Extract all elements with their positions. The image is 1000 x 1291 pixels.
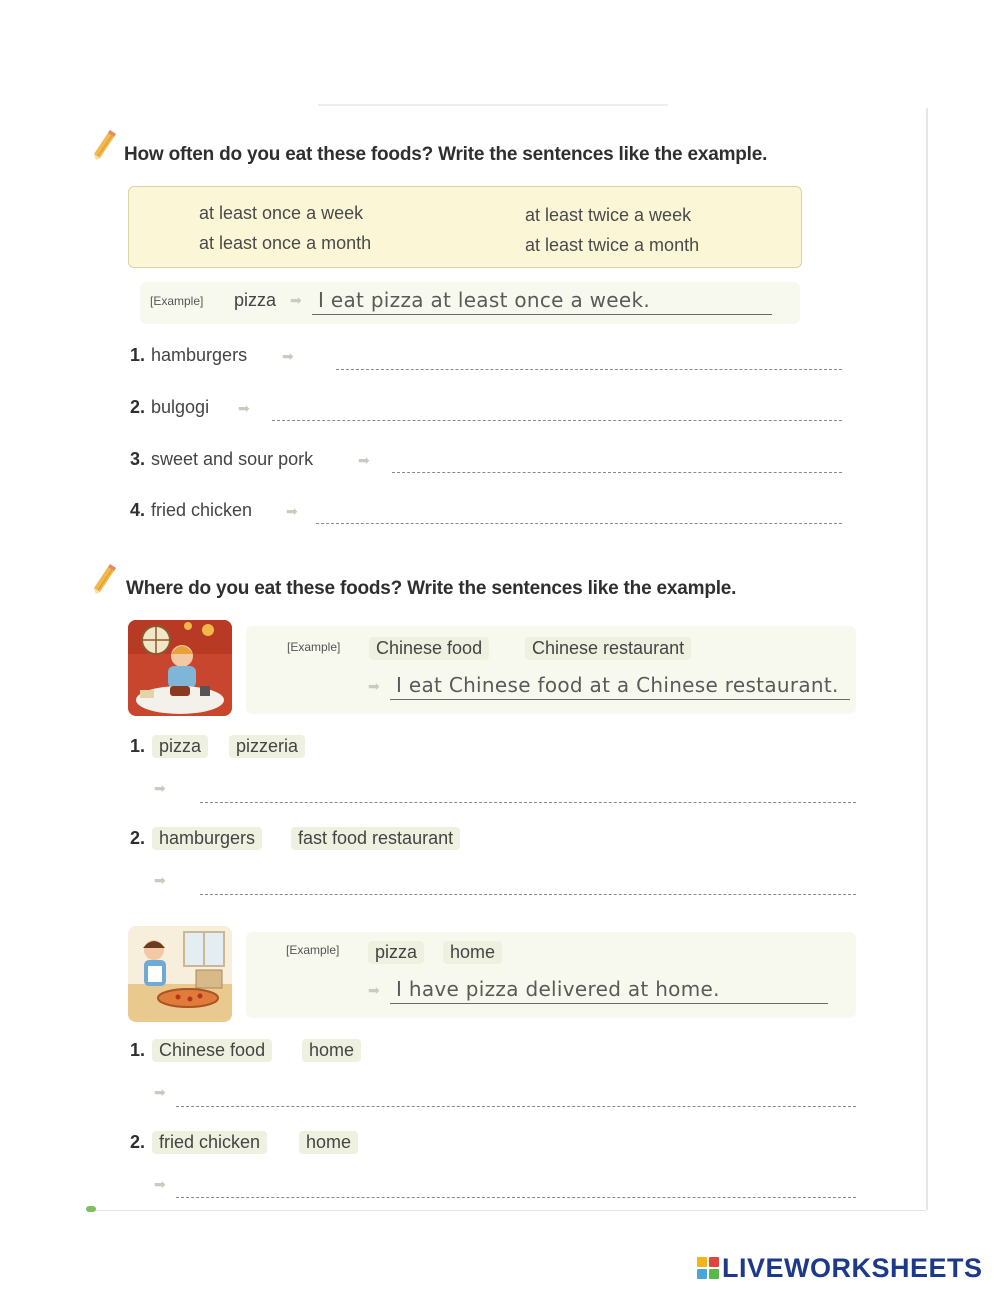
chip: fast food restaurant xyxy=(291,827,460,850)
example-answer: I have pizza delivered at home. xyxy=(396,977,720,1001)
chip: Chinese restaurant xyxy=(525,637,691,660)
arrow-icon: ➡ xyxy=(368,982,380,998)
green-dot xyxy=(86,1206,96,1212)
arrow-icon: ➡ xyxy=(286,503,298,519)
pencil-icon xyxy=(92,128,118,162)
phrase-2: at least twice a week xyxy=(525,205,692,225)
answer-line-1[interactable] xyxy=(336,369,842,370)
example-answer-line xyxy=(312,314,772,315)
chip: pizza xyxy=(368,941,424,964)
example-tag: [Example] xyxy=(150,294,204,308)
example-tag: [Example] xyxy=(287,640,341,654)
arrow-icon: ➡ xyxy=(154,780,166,796)
arrow-icon: ➡ xyxy=(282,348,294,364)
answer-line-5[interactable] xyxy=(200,802,856,803)
arrow-icon: ➡ xyxy=(154,1176,166,1192)
answer-line-4[interactable] xyxy=(316,523,842,524)
phrase-4: at least twice a month xyxy=(525,235,700,255)
chip: Chinese food xyxy=(152,1039,272,1062)
chip: fried chicken xyxy=(152,1131,267,1154)
answer-line-2[interactable] xyxy=(272,420,842,421)
list-item: 1. hamburgers xyxy=(130,345,248,365)
chinese-restaurant-illustration xyxy=(128,620,232,716)
example-answer: I eat Chinese food at a Chinese restaurant. xyxy=(396,673,839,697)
example-word: pizza xyxy=(234,290,277,310)
page-edge xyxy=(926,108,928,1210)
pizza-home-illustration xyxy=(128,926,232,1022)
list-item: 2. xyxy=(130,1132,146,1152)
example-tag: [Example] xyxy=(286,943,340,957)
list-item: 1. xyxy=(130,1040,146,1060)
brand-name: LIVEWORKSHEETS xyxy=(722,1252,983,1283)
list-item: 2. bulgogi xyxy=(130,397,210,417)
chip: home xyxy=(302,1039,361,1062)
arrow-icon: ➡ xyxy=(358,452,370,468)
pencil-icon xyxy=(92,562,118,596)
answer-line-8[interactable] xyxy=(176,1197,856,1198)
page-top-rule xyxy=(318,104,668,106)
chip: Chinese food xyxy=(369,637,489,660)
example-answer-line xyxy=(390,1003,828,1004)
example-answer-line xyxy=(390,699,850,700)
chip: hamburgers xyxy=(152,827,262,850)
section1-heading: How often do you eat these foods? Write the sentences like the example. xyxy=(124,144,768,165)
list-item: 1. xyxy=(130,736,146,756)
page-bottom-rule xyxy=(90,1210,926,1211)
example-answer: I eat pizza at least once a week. xyxy=(318,288,651,312)
phrase-box xyxy=(128,186,802,268)
list-item: 3. sweet and sour pork xyxy=(130,449,314,469)
answer-line-6[interactable] xyxy=(200,894,856,895)
answer-line-7[interactable] xyxy=(176,1106,856,1107)
chip: home xyxy=(299,1131,358,1154)
phrase-3: at least once a month xyxy=(199,233,372,253)
section2-heading: Where do you eat these foods? Write the sentences like the example. xyxy=(126,578,737,599)
liveworksheets-logo-icon xyxy=(697,1257,719,1279)
arrow-icon: ➡ xyxy=(154,1084,166,1100)
list-item: 2. xyxy=(130,828,146,848)
phrase-1: at least once a week xyxy=(199,203,364,223)
arrow-icon: ➡ xyxy=(154,872,166,888)
chip: pizzeria xyxy=(229,735,305,758)
answer-line-3[interactable] xyxy=(392,472,842,473)
chip: pizza xyxy=(152,735,208,758)
arrow-icon: ➡ xyxy=(368,678,380,694)
arrow-icon: ➡ xyxy=(290,292,302,308)
chip: home xyxy=(443,941,502,964)
liveworksheets-brand[interactable] xyxy=(697,1254,983,1282)
list-item: 4. fried chicken xyxy=(130,500,253,520)
arrow-icon: ➡ xyxy=(238,400,250,416)
